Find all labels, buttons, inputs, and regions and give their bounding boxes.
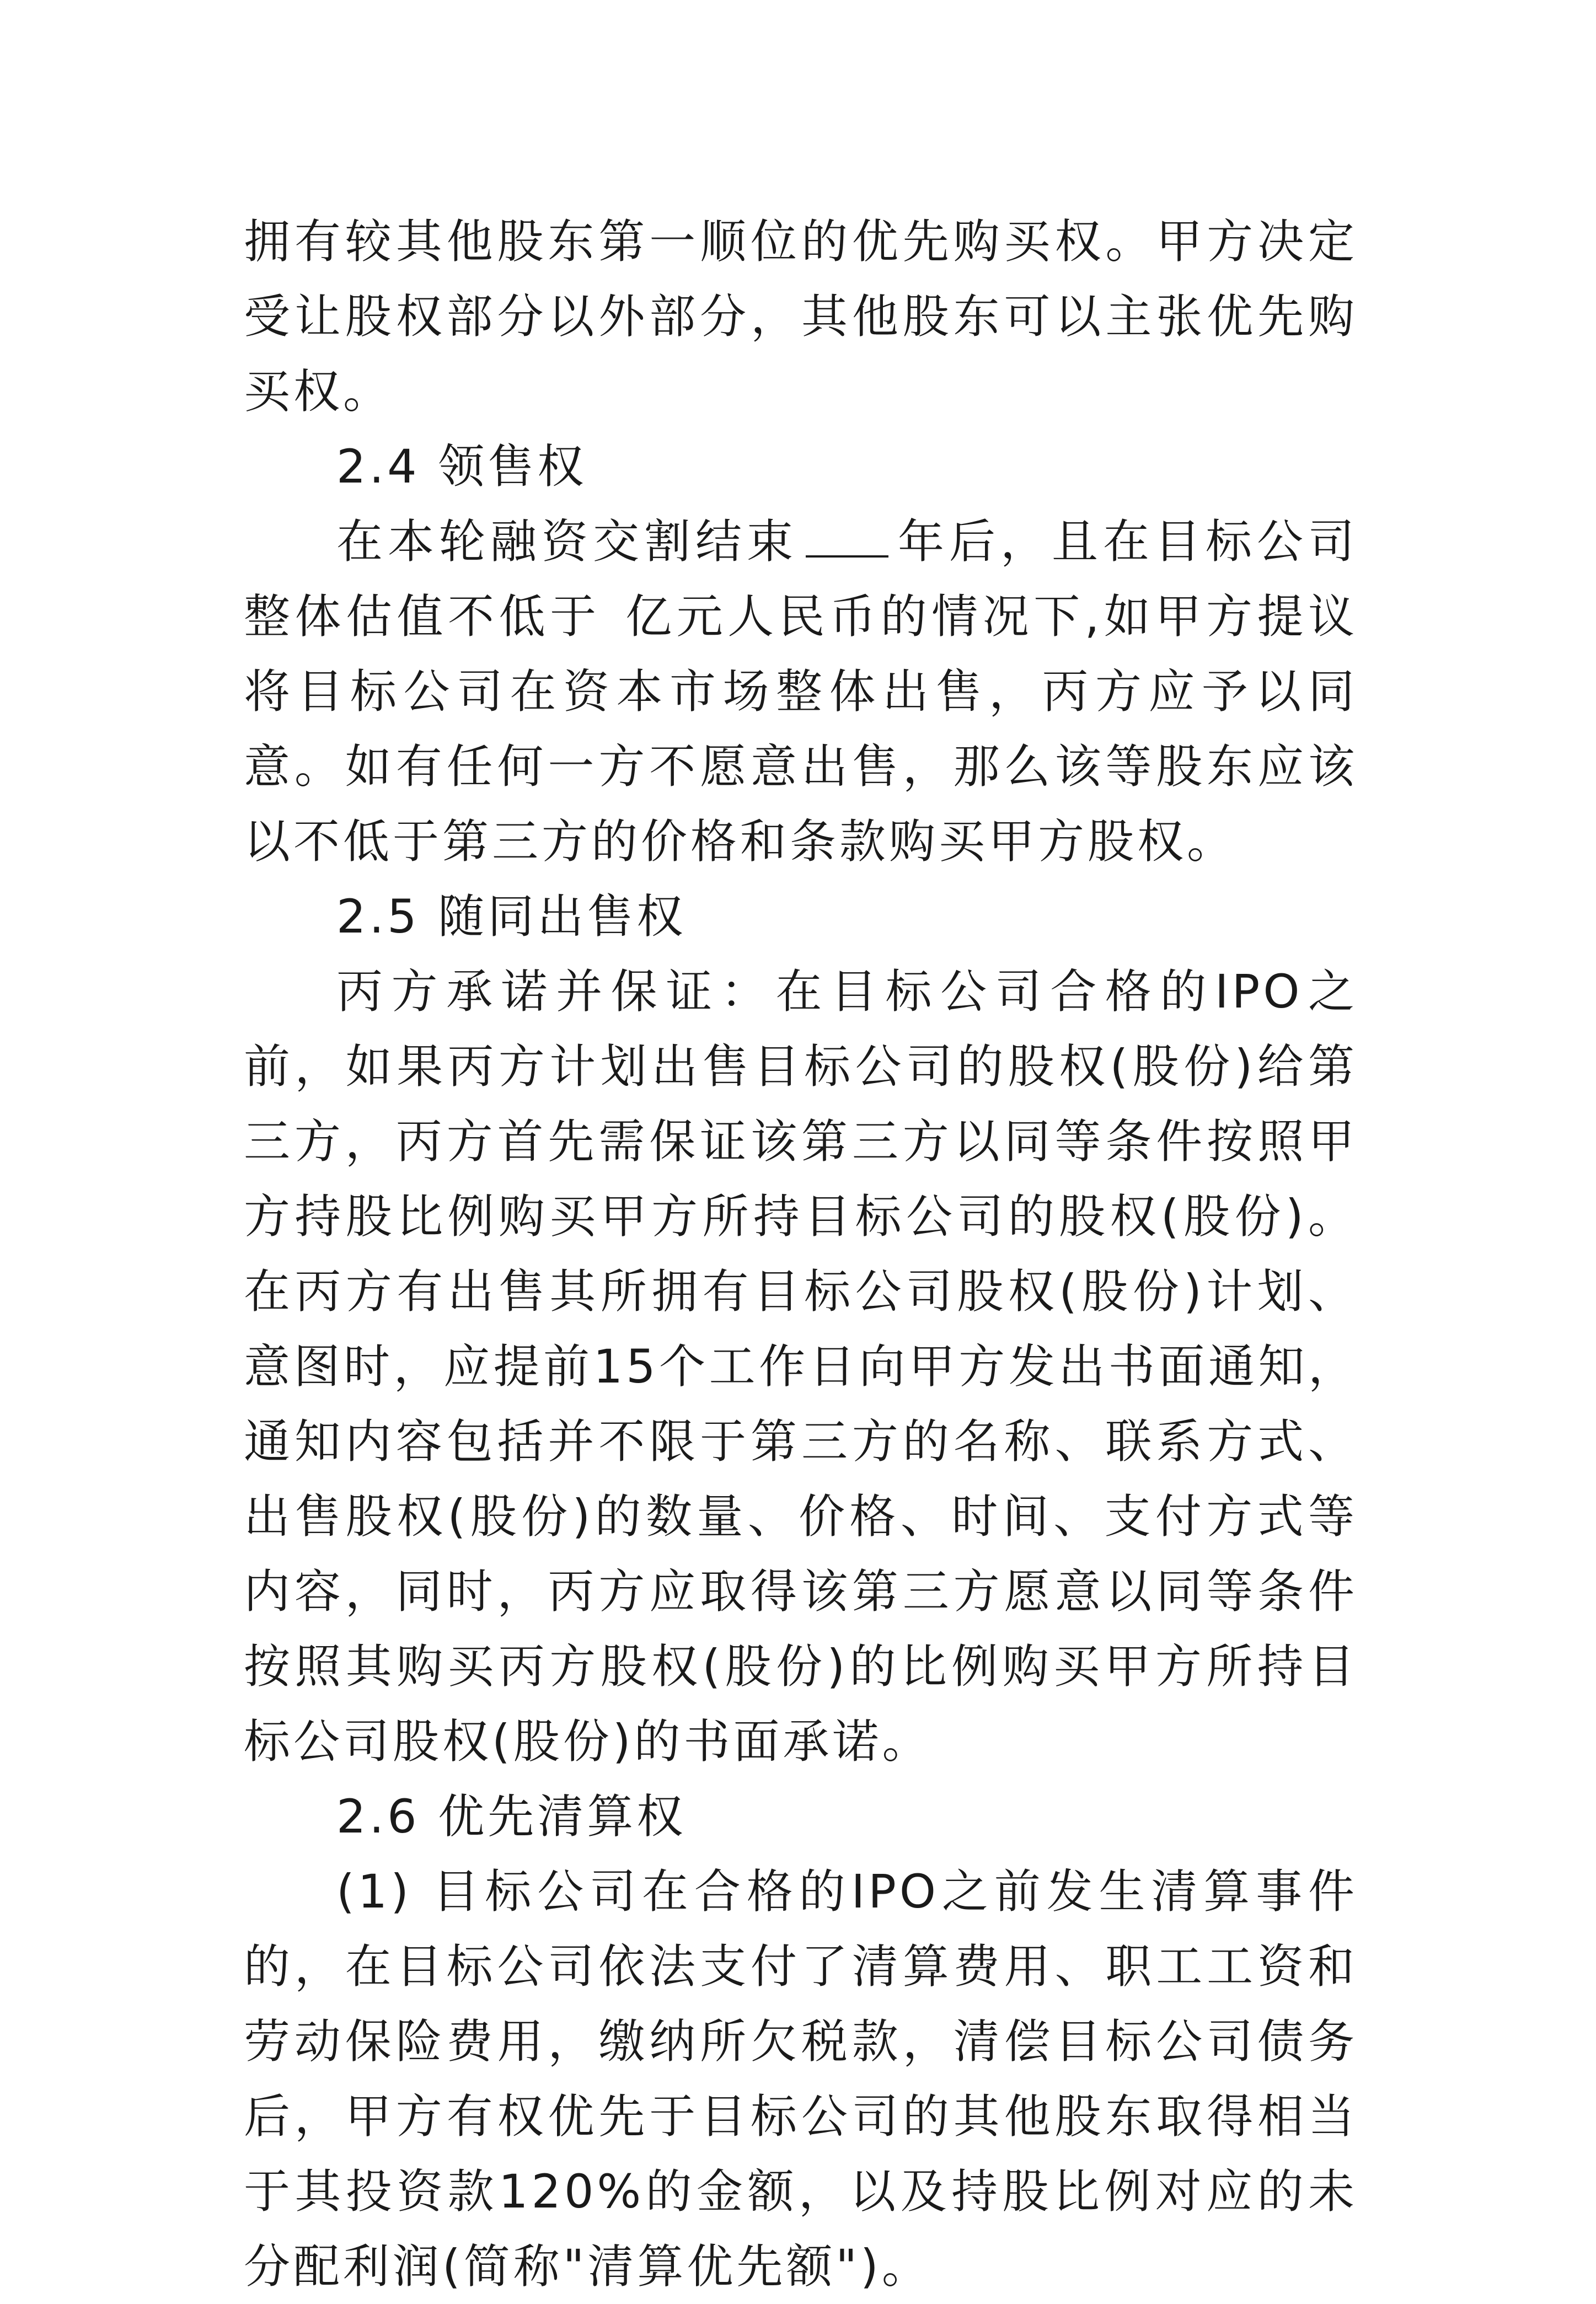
paragraph-2-5: 丙方承诺并保证：在目标公司合格的IPO之前，如果丙方计划出售目标公司的股权(股份)给第三方，丙方首先需保证该第三方以同等条件按照甲方持股比例购买甲方所持目标公司的股权(股份)。在丙方有出售其所拥有目标公司股权(股份)计划、意图时，应提前15个工作日向甲方发出书面通知，通知内容包括并不限于第三方的名称、联系方式、出售股权(股份)的数量、价格、时间、支付方式等内容，同时，丙方应取得该第三方愿意以同等条件按照其购买丙方股权(股份)的比例购买甲方所持目标公司股权(股份)的书面承诺。	[244, 965, 1358, 1769]
blank-years-underline	[806, 517, 888, 558]
section-heading-2-6: 2.6 优先清算权	[336, 1789, 687, 1844]
paragraph-2-4	[244, 504, 1358, 879]
paragraph-2-6-1: (1) 目标公司在合格的IPO之前发生清算事件的，在目标公司依法支付了清算费用、职工工资和劳动保险费用，缴纳所欠税款，清偿目标公司债务后，甲方有权优先于目标公司的其他股东取得相当于其投资款120%的金额，以及持股比例对应的未分配利润(简称"清算优先额")。	[244, 1864, 1358, 2294]
section-heading-2-4: 2.4 领售权	[336, 440, 587, 494]
paragraph-intro: 拥有较其他股东第一顺位的优先购买权。甲方决定受让股权部分以外部分，其他股东可以主张优先购买权。	[244, 215, 1358, 419]
paragraph-2-4-part1: 在本轮融资交割结束	[336, 515, 798, 569]
section-heading-2-5: 2.5 随同出售权	[336, 890, 687, 944]
paragraph-2-4-part3: 亿元人民币的情况下,如甲方提议将目标公司在资本市场整体出售，丙方应予以同意。如有任何一方不愿意出售，那么该等股东应该以不低于第三方的价格和条款购买甲方股权。	[244, 590, 1358, 869]
paragraph-2-4-part2: 年后，且在目标公司整体估值不低于	[244, 515, 1358, 644]
document-body	[244, 204, 1358, 2304]
